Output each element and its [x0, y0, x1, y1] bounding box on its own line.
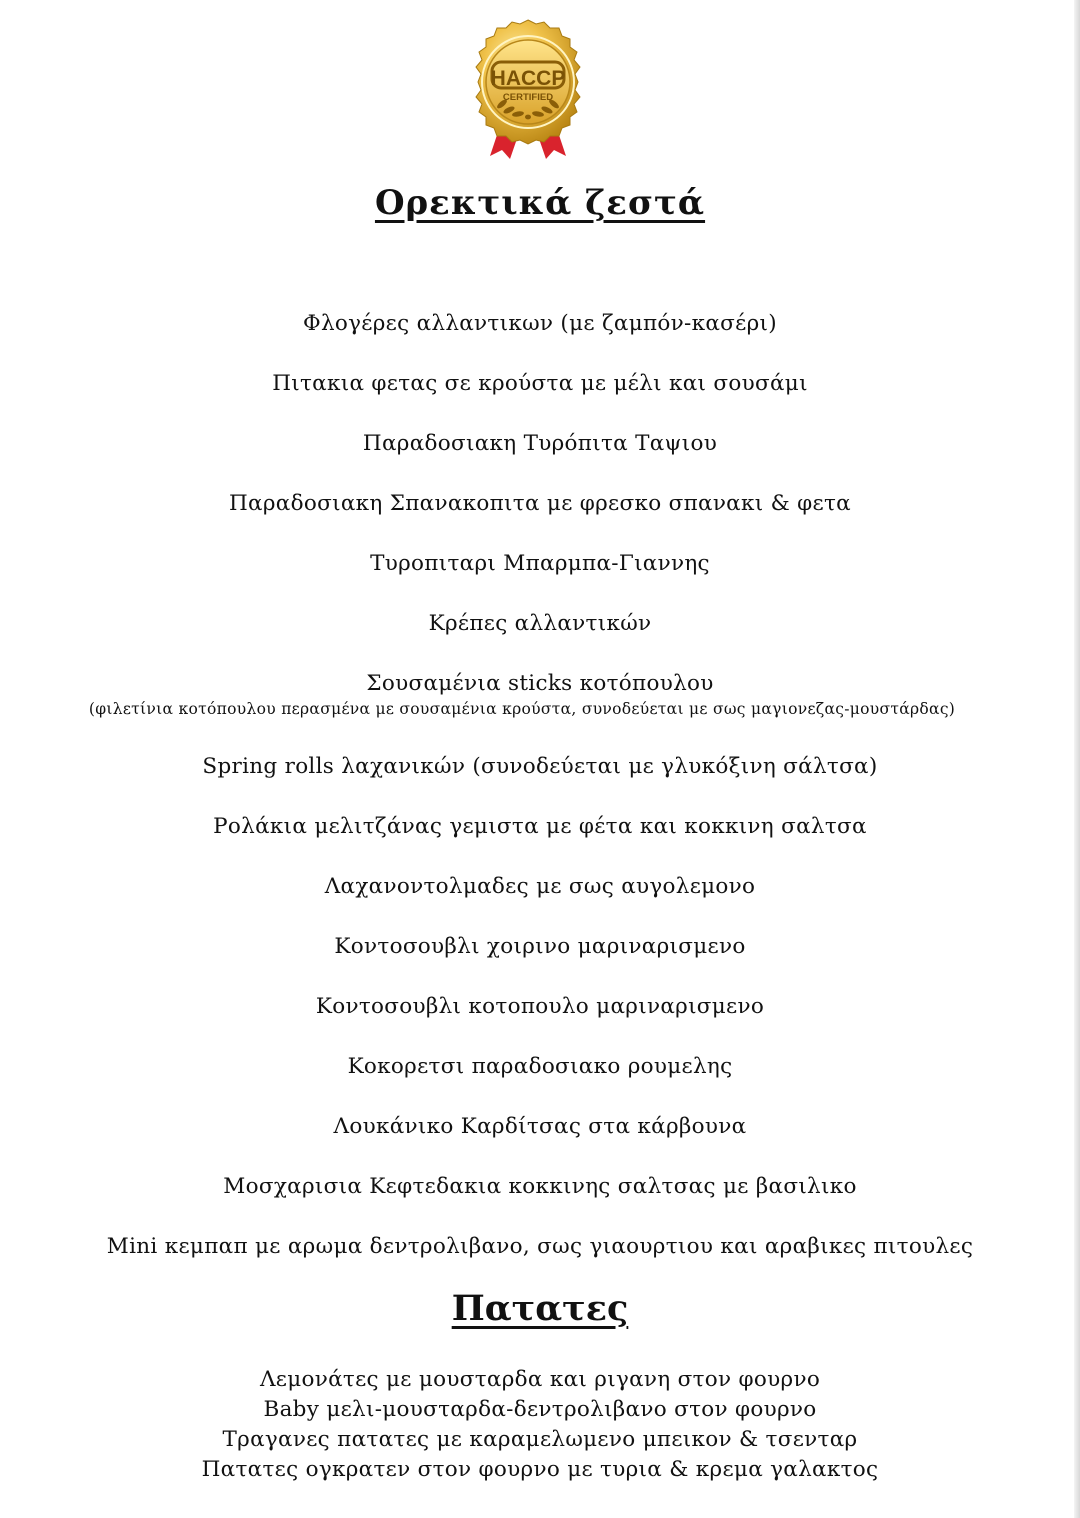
menu-item: [0, 1039, 1080, 1099]
menu-item: [0, 596, 1080, 656]
appetizers-list: [0, 296, 1080, 1279]
menu-item: [0, 416, 1080, 476]
menu-item-name: Spring rolls λαχανικών (συνοδεύεται με γλυκόξινη σάλτσα): [202, 754, 878, 779]
menu-item: [0, 1099, 1080, 1159]
menu-item: [0, 296, 1080, 356]
seal-sub-text: CERTIFIED: [502, 92, 554, 103]
menu-item-name: Φλογέρες αλλαντικων (με ζαμπόν-κασέρι): [303, 311, 777, 336]
potato-item: Λεμονάτες με μουσταρδα και ριγανη στον φουρνο: [259, 1367, 821, 1392]
haccp-certified-seal: [462, 18, 594, 160]
menu-item-name: Κοντοσουβλι κοτοπουλο μαριναρισμενο: [315, 994, 765, 1019]
menu-item: [0, 859, 1080, 919]
menu-item-name: Τυροπιταρι Μπαρμπα-Γιαννης: [370, 551, 710, 576]
menu-item-name: Παραδοσιακη Σπανακοπιτα με φρεσκο σπανακι & φετα: [229, 491, 851, 516]
menu-item: [0, 476, 1080, 536]
menu-item: [0, 656, 1080, 739]
menu-item: [0, 536, 1080, 596]
appetizers-title-text: Ορεκτικά ζεστά: [374, 183, 706, 223]
potatoes-section-title: [0, 1288, 1080, 1329]
menu-item-name: Πιτακια φετας σε κρούστα με μέλι και σουσάμι: [272, 371, 808, 396]
menu-item-name: Κοκορετσι παραδοσιακο ρουμελης: [347, 1054, 733, 1079]
menu-item-name: Παραδοσιακη Τυρόπιτα Ταψιου: [362, 431, 718, 456]
appetizers-section-title: [0, 183, 1080, 223]
potatoes-title-text: Πατατες: [451, 1288, 629, 1329]
menu-item-name: Σουσαμένια sticks κοτόπουλου: [366, 671, 714, 696]
potato-item: Baby μελι-μουσταρδα-δεντρολιβανο στον φουρνο: [263, 1397, 817, 1422]
menu-item-name: Λαχανοντολμαδες με σως αυγολεμονο: [324, 874, 756, 899]
menu-item: [0, 1219, 1080, 1279]
menu-item: [0, 919, 1080, 979]
seal-main-text: HACCP: [490, 67, 566, 90]
potato-item: Τραγανες πατατες με καραμελωμενο μπεικον & τσενταρ: [222, 1427, 858, 1452]
menu-item-name: Mini κεμπαπ με αρωμα δεντρολιβανο, σως γιαουρτιου και αραβικες πιτουλες: [106, 1234, 974, 1259]
menu-item: [0, 739, 1080, 799]
menu-item: [0, 799, 1080, 859]
menu-item: [0, 356, 1080, 416]
menu-item: [0, 979, 1080, 1039]
potatoes-list: [0, 1365, 1080, 1485]
menu-item-name: Μοσχαρισια Κεφτεδακια κοκκινης σαλτσας με βασιλικο: [223, 1174, 857, 1199]
menu-item-name: Κρέπες αλλαντικών: [428, 611, 652, 636]
potato-item: Πατατες ογκρατεν στον φουρνο με τυρια & κρεμα γαλακτος: [201, 1457, 879, 1482]
menu-item-description: (φιλετίνια κοτόπουλου περασμένα με σουσαμένια κρούστα, συνοδεύεται με σως μαγιονεζας-μουστάρδας): [88, 700, 956, 718]
menu-item-name: Λουκάνικο Καρδίτσας στα κάρβουνα: [333, 1114, 747, 1139]
menu-item-name: Κοντοσουβλι χοιρινο μαριναρισμενο: [334, 934, 746, 959]
menu-item: [0, 1159, 1080, 1219]
menu-item-name: Ρολάκια μελιτζάνας γεμιστα με φέτα και κοκκινη σαλτσα: [213, 814, 867, 839]
